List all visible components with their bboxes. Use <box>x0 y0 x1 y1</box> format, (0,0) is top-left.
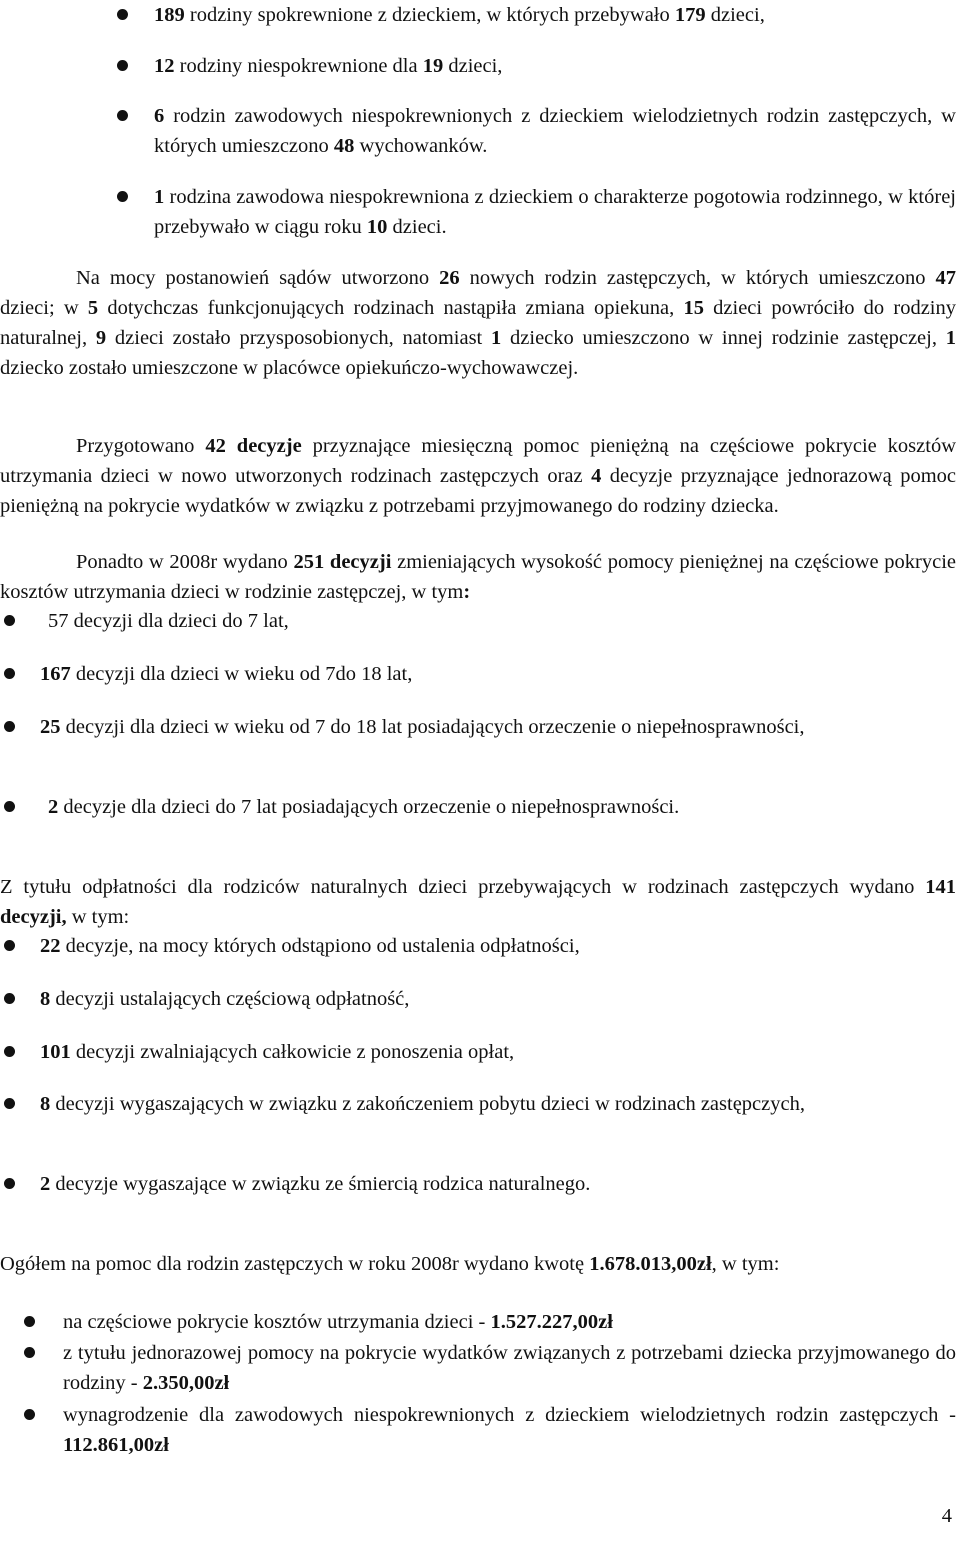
text-run: Przygotowano <box>76 435 206 457</box>
bold-text: 19 <box>422 55 444 77</box>
bold-text: decyzji <box>329 551 392 573</box>
text-run: , w tym: <box>711 1253 780 1275</box>
bold-text: 167 <box>40 663 71 685</box>
list-item-f4 <box>40 1089 956 1119</box>
bullet-dot <box>117 9 128 20</box>
bullet-dot <box>4 668 15 679</box>
bold-text: 2 <box>40 1173 51 1195</box>
bold-text: 251 <box>293 551 325 573</box>
text-run <box>226 435 237 457</box>
bold-text: 1 <box>154 186 165 208</box>
paragraph-2008-decisions <box>0 547 956 607</box>
bullet-dot <box>24 1409 35 1420</box>
paragraph-support-decisions <box>0 431 956 521</box>
bold-text: 8 <box>40 1093 51 1115</box>
bold-text: 42 <box>205 435 226 457</box>
bullet-dot <box>4 993 15 1004</box>
bullet-dot <box>4 721 15 732</box>
text-run: przyznające miesięczną pomoc pieniężną na częściowe pokrycie kosztów utrzymania dzieci w nowo utworzonych rodzinach zastępczych oraz <box>0 435 956 487</box>
bold-text: 22 <box>40 935 61 957</box>
bold-text: 15 <box>683 297 704 319</box>
text-run: dzieci, <box>443 55 503 77</box>
bold-text: 189 <box>154 4 185 26</box>
text-run: dziecko zostało umieszczone w placówce opiekuńczo-wychowawczej. <box>0 357 579 379</box>
list-item-f5 <box>40 1169 956 1199</box>
bold-text: decyzje <box>236 435 302 457</box>
text-run: decyzji ustalających częściową odpłatność, <box>50 988 410 1010</box>
bold-text: 4 <box>591 465 602 487</box>
text-run: decyzje przyznające jednorazową pomoc pieniężną na pokrycie wydatków w związku z potrzebami przyjmowanego do rodziny dziecka. <box>0 465 956 517</box>
bold-text: 1.678.013,00zł <box>589 1253 712 1275</box>
text-run: rodziny spokrewnione z dzieckiem, w których przebywało <box>184 4 675 26</box>
bold-text: 12 <box>154 55 175 77</box>
bold-text: 101 <box>40 1041 71 1063</box>
text-run: decyzji dla dzieci w wieku od 7do 18 lat, <box>70 663 413 685</box>
bold-text: decyzji, <box>0 906 67 928</box>
text-run: rodzin zawodowych niespokrewnionych z dzieckiem wielodzietnych rodzin zastępczych, w których umieszczono <box>154 105 956 157</box>
text-run: dotychczas funkcjonujących rodzinach nastąpiła zmiana opiekuna, <box>98 297 684 319</box>
bold-text: 5 <box>87 297 99 319</box>
text-run: dzieci, <box>705 4 765 26</box>
bullet-dot <box>4 1178 15 1189</box>
bold-text: 26 <box>439 267 460 289</box>
text-run: zmieniających wysokość pomocy pieniężnej na częściowe pokrycie kosztów utrzymania dzieci w rodzinie zastępczej, w tym <box>0 551 957 603</box>
text-run: Z tytułu odpłatności dla rodziców naturalnych dzieci przebywających w rodzinach zastępczych wydano <box>0 876 926 898</box>
list-item-f2 <box>40 984 956 1014</box>
bullet-dot <box>4 801 15 812</box>
bold-text: 2 <box>48 796 59 818</box>
list-item-l2 <box>40 659 956 689</box>
text-run: rodzina zawodowa niespokrewniona z dzieckiem o charakterze pogotowia rodzinnego, w której przebywało w ciągu roku <box>154 186 956 238</box>
text-run: decyzje, na mocy których odstąpiono od ustalenia odpłatności, <box>60 935 580 957</box>
bold-text: 47 <box>935 267 956 289</box>
text-run: dzieci zostało przysposobionych, natomiast <box>106 327 492 349</box>
text-run: decyzji dla dzieci w wieku od 7 do 18 lat posiadających orzeczenie o niepełnosprawności, <box>60 716 805 738</box>
list-item-f3 <box>40 1037 956 1067</box>
bold-text: 6 <box>154 105 165 127</box>
text-run: na częściowe pokrycie kosztów utrzymania dzieci - <box>63 1311 491 1333</box>
bold-text: 179 <box>674 4 706 26</box>
bold-text: 112.861,00zł <box>63 1434 169 1456</box>
bullet-dot <box>117 110 128 121</box>
text-run: Na mocy postanowień sądów utworzono <box>76 267 440 289</box>
list-item-t2 <box>63 1338 956 1398</box>
text-run: dzieci; w <box>0 297 88 319</box>
paragraph-fees <box>0 872 956 932</box>
list-item-l1 <box>48 606 956 636</box>
text-run: 57 decyzji dla dzieci do 7 lat, <box>48 610 289 632</box>
list-item-b1 <box>154 0 956 30</box>
bullet-dot <box>24 1316 35 1327</box>
text-run: dzieci. <box>387 216 447 238</box>
bullet-dot <box>4 1098 15 1109</box>
text-run: dzieci powróciło do rodziny naturalnej, <box>0 297 956 349</box>
paragraph-court-decisions <box>0 263 956 383</box>
bold-text: 25 <box>40 716 61 738</box>
text-run: rodziny niespokrewnione dla <box>174 55 423 77</box>
list-item-b4 <box>154 182 956 242</box>
bullet-dot <box>117 60 128 71</box>
bold-text: 1.527.227,00zł <box>490 1311 613 1333</box>
text-run: wynagrodzenie dla zawodowych niespokrewnionych z dzieckiem wielodzietnych rodzin zastępczych - <box>63 1404 956 1426</box>
bold-text: 2.350,00zł <box>142 1372 230 1394</box>
text-run: dziecko umieszczono w innej rodzinie zastępczej, <box>501 327 946 349</box>
bold-text: 10 <box>366 216 388 238</box>
text-run: decyzji wygaszających w związku z zakończeniem pobytu dzieci w rodzinach zastępczych, <box>50 1093 805 1115</box>
bold-text: 141 <box>925 876 956 898</box>
text-run: decyzji zwalniających całkowicie z ponoszenia opłat, <box>70 1041 515 1063</box>
bullet-dot <box>24 1347 35 1358</box>
text-run: w tym: <box>66 906 130 928</box>
text-run: Ponadto w 2008r wydano <box>76 551 294 573</box>
bold-text: 48 <box>333 135 355 157</box>
bold-text: 9 <box>95 327 107 349</box>
text-run: wychowanków. <box>354 135 488 157</box>
list-item-b2 <box>154 51 956 81</box>
bullet-dot <box>4 615 15 626</box>
bullet-dot <box>4 940 15 951</box>
bullet-dot <box>117 191 128 202</box>
text-run: z tytułu jednorazowej pomocy na pokrycie wydatków związanych z potrzebami dziecka przyjmowanego do rodziny - <box>63 1342 956 1394</box>
list-item-l4 <box>48 792 956 822</box>
text-run: nowych rodzin zastępczych, w których umieszczono <box>459 267 936 289</box>
text-run: Ogółem na pomoc dla rodzin zastępczych w roku 2008r wydano kwotę <box>0 1253 590 1275</box>
page-number: 4 <box>941 1505 952 1527</box>
list-item-t1 <box>63 1307 956 1337</box>
text-run: decyzje wygaszające w związku ze śmiercią rodzica naturalnego. <box>50 1173 591 1195</box>
list-item-f1 <box>40 931 956 961</box>
paragraph-total <box>0 1249 956 1279</box>
bold-text: : <box>463 581 471 603</box>
bold-text: 8 <box>40 988 51 1010</box>
bullet-dot <box>4 1046 15 1057</box>
list-item-t3 <box>63 1400 956 1460</box>
bold-text: 1 <box>491 327 502 349</box>
list-item-l3 <box>40 712 936 742</box>
list-item-b3 <box>154 101 956 161</box>
bold-text: 1 <box>945 327 956 349</box>
text-run: decyzje dla dzieci do 7 lat posiadających orzeczenie o niepełnosprawności. <box>58 796 680 818</box>
